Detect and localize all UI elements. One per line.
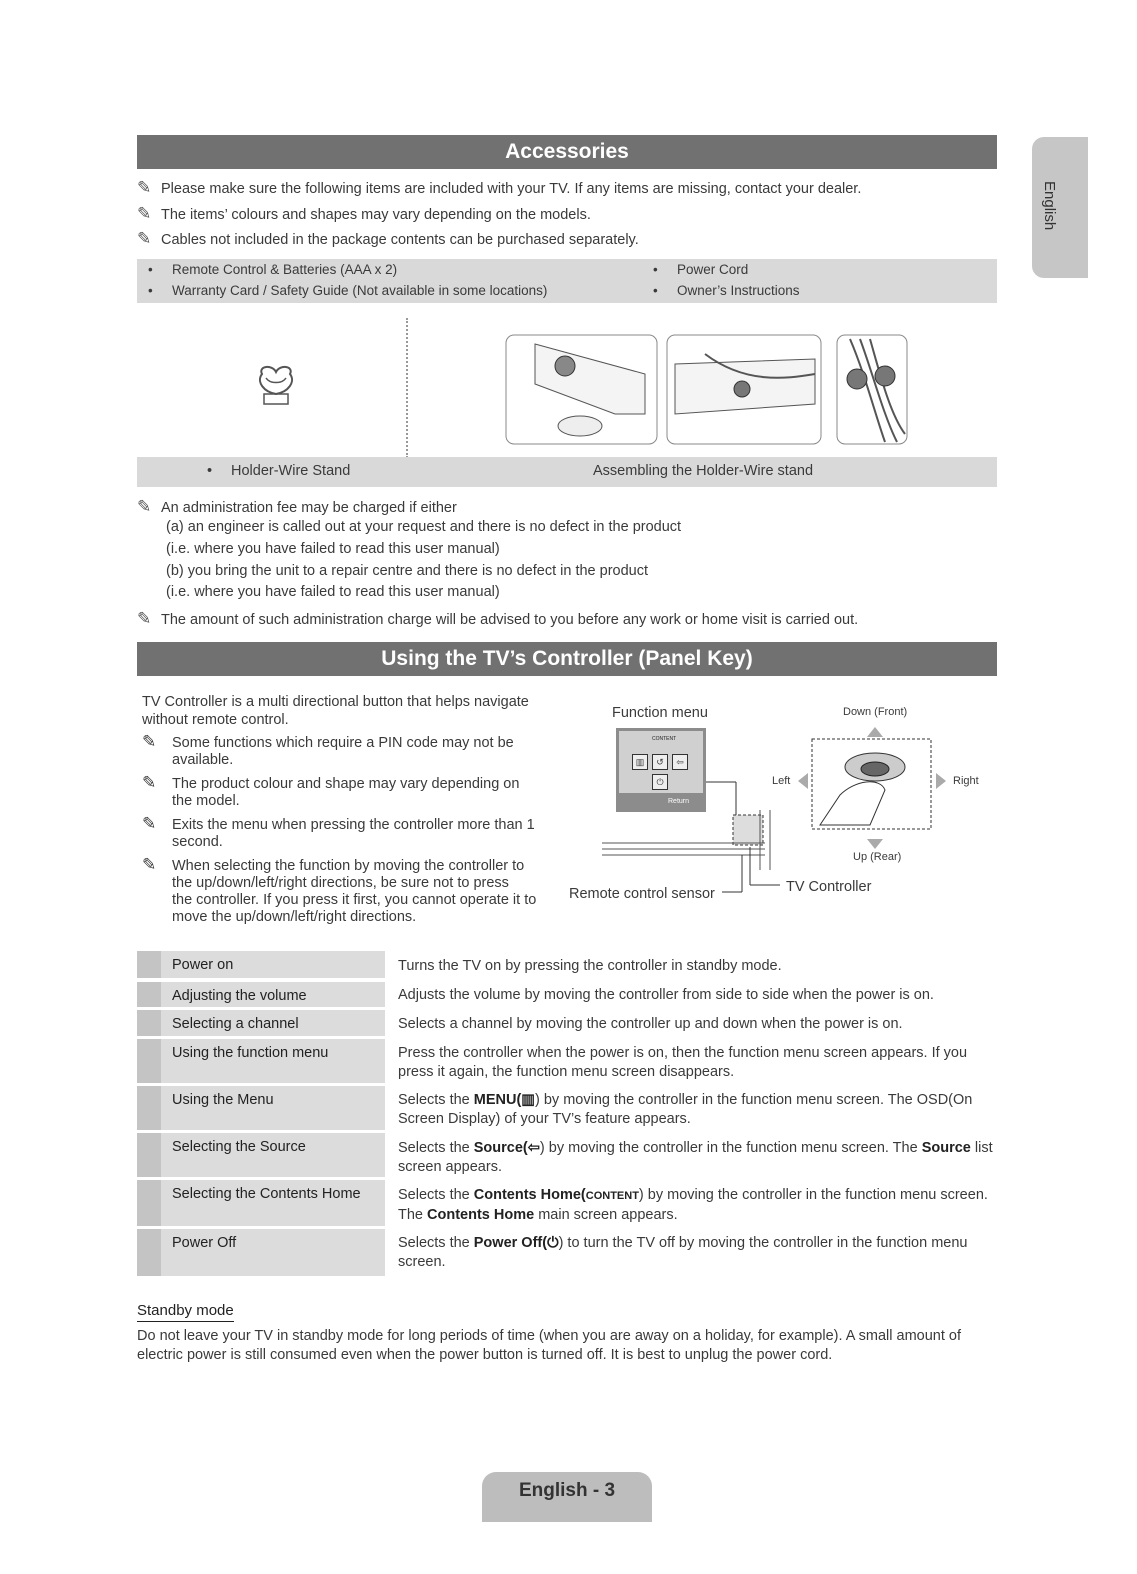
accessories-title: Accessories (137, 135, 997, 169)
table-row: Power Off (137, 1229, 385, 1276)
power-icon: ⏻ (547, 1235, 559, 1251)
row-desc: Selects the Power Off(⏻) to turn the TV off by moving the controller in the function menu screen. (398, 1235, 968, 1270)
language-tab (1032, 137, 1088, 278)
table-row: Adjusting the volume (137, 982, 385, 1007)
content-label: CONTENT (652, 736, 677, 742)
assembly-illustration (505, 334, 910, 446)
menu-icon: ▥ (632, 754, 648, 770)
content-icon: CONTENT (585, 1190, 639, 1202)
left-label: Left (772, 775, 791, 787)
tv-controller-label: TV Controller (786, 879, 872, 895)
pen-icon: ✎ (142, 814, 157, 833)
divider (406, 318, 408, 458)
language-tab-label: English (1041, 181, 1058, 231)
list-item: • Warranty Card / Safety Guide (Not available in some locations) (172, 283, 547, 298)
note: ✎ An administration fee may be charged if either (137, 497, 457, 516)
function-menu-label: Function menu (612, 705, 708, 721)
pen-icon: ✎ (137, 204, 152, 223)
admin-line: (i.e. where you have failed to read this user manual) (166, 584, 500, 600)
table-row: Selecting the Source (137, 1133, 385, 1177)
pen-icon: ✎ (137, 229, 152, 248)
note: ✎ The product colour and shape may vary depending on the model. (142, 773, 520, 809)
row-desc: Selects the Contents Home(CONTENT) by moving the controller in the function menu screen. The Contents Home main screen appears. (398, 1187, 988, 1223)
note: ✎ Cables not included in the package contents can be purchased separately. (137, 229, 639, 248)
table-row: Using the Menu (137, 1086, 385, 1130)
pen-icon: ✎ (142, 732, 157, 751)
tv-controller-diagram (600, 725, 980, 895)
source-icon: ⇦ (672, 754, 688, 770)
list-item: • Owner’s Instructions (677, 283, 800, 298)
pen-icon: ✎ (142, 855, 157, 874)
row-desc: Selects the Source(⇦) by moving the controller in the function menu screen. The Source list screen appears. (398, 1140, 993, 1175)
note: ✎ The items’ colours and shapes may vary depending on the models. (137, 204, 591, 223)
source-icon: ⇦ (527, 1140, 540, 1156)
note: ✎ The amount of such administration charge will be advised to you before any work or home visit is carried out. (137, 609, 859, 628)
list-item: • Remote Control & Batteries (AAA x 2) (172, 262, 397, 277)
menu-icon: ▥ (521, 1092, 535, 1108)
note: ✎ When selecting the function by moving the controller to the up/down/left/right directions, be sure not to press the controller. If you press it first, you cannot operate it to move the up/down/left/right directions. (142, 855, 537, 925)
controller-intro: TV Controller is a multi directional button that helps navigate without remote control. (142, 694, 529, 728)
note: ✎ Exits the menu when pressing the controller more than 1 second. (142, 814, 535, 850)
admin-line: (a) an engineer is called out at your request and there is no defect in the product (166, 519, 682, 535)
pen-icon: ✎ (137, 497, 152, 516)
row-desc: Press the controller when the power is on, then the function menu screen appears. If you press it again, the function menu screen disappears. (398, 1045, 968, 1080)
row-desc: Adjusts the volume by moving the controller from side to side when the power is on. (398, 987, 934, 1003)
pen-icon: ✎ (137, 609, 152, 628)
remote-sensor-label: Remote control sensor (569, 886, 715, 902)
table-row: Selecting the Contents Home (137, 1180, 385, 1226)
list-item: • Power Cord (677, 262, 748, 277)
holder-label: • Holder-Wire Stand (231, 463, 350, 479)
return-icon: ↺ (652, 754, 668, 770)
row-desc: Selects the MENU(▥) by moving the controller in the function menu screen. The OSD(On Screen Display) of your TV’s feature appears. (398, 1092, 973, 1127)
standby-title: Standby mode (137, 1302, 234, 1322)
admin-line: (i.e. where you have failed to read this user manual) (166, 541, 500, 557)
note: ✎ Some functions which require a PIN code may not be available. (142, 732, 514, 768)
row-desc: Turns the TV on by pressing the controller in standby mode. (398, 958, 782, 974)
table-row: Power on (137, 951, 385, 978)
down-label: Down (Front) (843, 706, 908, 718)
right-label: Right (953, 775, 979, 787)
row-desc: Selects a channel by moving the controller up and down when the power is on. (398, 1016, 903, 1032)
caption-box (137, 457, 997, 487)
controller-title: Using the TV’s Controller (Panel Key) (137, 642, 997, 676)
holder-wire-stand-icon (252, 362, 300, 408)
table-row: Using the function menu (137, 1039, 385, 1083)
items-box (137, 259, 997, 303)
assembling-label: Assembling the Holder-Wire stand (593, 463, 814, 479)
power-icon: ⏻ (652, 774, 668, 790)
pen-icon: ✎ (137, 178, 152, 197)
up-label: Up (Rear) (853, 851, 902, 863)
standby-text: Do not leave your TV in standby mode for long periods of time (when you are away on a holiday, for example). A small amount of electric power is still consumed even when the power button is turned off. It is best to unplug the power cord. (137, 1328, 961, 1363)
page-number: English - 3 (482, 1472, 652, 1522)
admin-line: (b) you bring the unit to a repair centre and there is no defect in the product (166, 563, 649, 579)
return-label: Return (668, 798, 690, 805)
pen-icon: ✎ (142, 773, 157, 792)
table-row: Selecting a channel (137, 1010, 385, 1036)
controller-notes (142, 732, 562, 926)
note: ✎ Please make sure the following items are included with your TV. If any items are missing, contact your dealer. (137, 178, 862, 197)
